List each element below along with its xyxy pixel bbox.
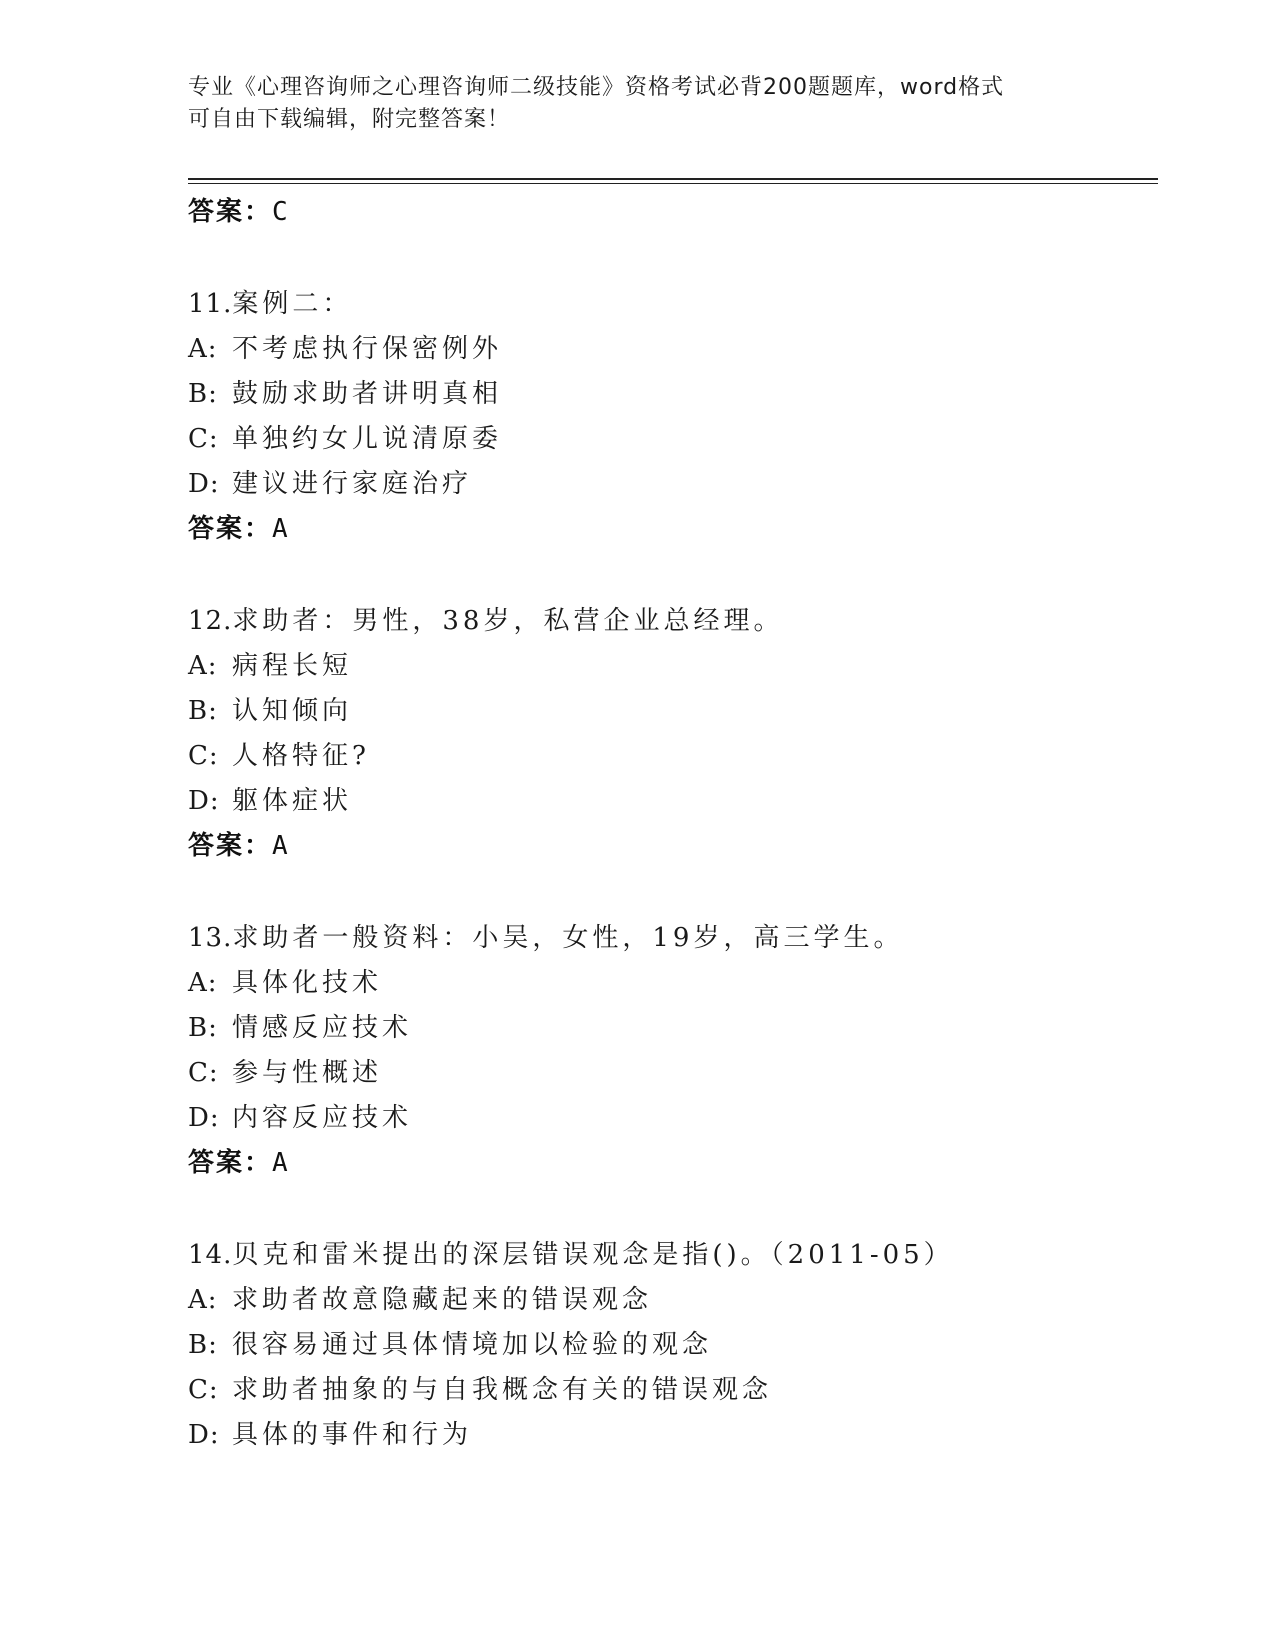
option-c xyxy=(188,417,1148,462)
option-d xyxy=(188,462,1148,507)
option-key: B: xyxy=(188,1330,218,1360)
question-title xyxy=(188,282,1148,327)
option-key: B: xyxy=(188,696,218,726)
question-number: 13. xyxy=(188,923,233,953)
question-text: 求助者：男性，38岁，私营企业总经理。 xyxy=(232,606,784,636)
question-text: 求助者一般资料：小吴，女性，19岁，高三学生。 xyxy=(232,923,904,953)
option-key: B: xyxy=(188,379,218,409)
answer-label: 答案： xyxy=(188,1148,273,1178)
option-a xyxy=(188,961,1148,1006)
option-text: 求助者故意隐藏起来的错误观念 xyxy=(232,1285,653,1315)
question-number: 11. xyxy=(188,289,233,319)
option-text: 病程长短 xyxy=(232,651,353,681)
option-a xyxy=(188,1278,1148,1323)
spacer xyxy=(188,235,1148,282)
option-c xyxy=(188,1368,1148,1413)
document-body xyxy=(188,190,1148,1458)
option-text: 单独约女儿说清原委 xyxy=(232,424,503,454)
answer-line xyxy=(188,824,1148,869)
option-key: C: xyxy=(188,741,219,771)
answer-label: 答案： xyxy=(188,831,273,861)
question-12 xyxy=(188,599,1148,869)
option-text: 不考虑执行保密例外 xyxy=(232,334,503,364)
header-line-1: 专业《心理咨询师之心理咨询师二级技能》资格考试必背200题题库，word格式 xyxy=(188,75,1005,100)
option-a xyxy=(188,644,1148,689)
option-key: A: xyxy=(188,968,218,998)
page-header xyxy=(188,72,1068,136)
question-number: 12. xyxy=(188,606,233,636)
answer-value: C xyxy=(272,197,290,227)
question-text: 贝克和雷米提出的深层错误观念是指()。（2011-05） xyxy=(232,1240,954,1270)
answer-label: 答案： xyxy=(188,197,273,227)
option-a xyxy=(188,327,1148,372)
header-divider-thin xyxy=(188,183,1158,184)
option-key: A: xyxy=(188,1285,218,1315)
option-key: D: xyxy=(188,786,220,816)
option-b xyxy=(188,372,1148,417)
option-text: 建议进行家庭治疗 xyxy=(232,469,473,499)
option-text: 认知倾向 xyxy=(232,696,353,726)
option-key: C: xyxy=(188,424,219,454)
option-c xyxy=(188,1051,1148,1096)
option-key: C: xyxy=(188,1375,219,1405)
option-key: D: xyxy=(188,1420,220,1450)
answer-value: A xyxy=(272,514,290,544)
option-key: D: xyxy=(188,1103,220,1133)
option-d xyxy=(188,1096,1148,1141)
option-text: 内容反应技术 xyxy=(232,1103,413,1133)
answer-line xyxy=(188,190,1148,235)
spacer xyxy=(188,552,1148,599)
question-13 xyxy=(188,916,1148,1186)
header-divider xyxy=(188,178,1158,180)
option-b xyxy=(188,1323,1148,1368)
option-text: 人格特征? xyxy=(232,741,370,771)
option-key: A: xyxy=(188,651,218,681)
option-c xyxy=(188,734,1148,779)
option-key: B: xyxy=(188,1013,218,1043)
spacer xyxy=(188,869,1148,916)
option-text: 具体的事件和行为 xyxy=(232,1420,473,1450)
question-title xyxy=(188,599,1148,644)
option-text: 参与性概述 xyxy=(232,1058,383,1088)
option-b xyxy=(188,689,1148,734)
question-11 xyxy=(188,282,1148,552)
answer-line xyxy=(188,507,1148,552)
option-text: 具体化技术 xyxy=(232,968,383,998)
answer-line xyxy=(188,1141,1148,1186)
spacer xyxy=(188,1186,1148,1233)
option-key: C: xyxy=(188,1058,219,1088)
header-line-2: 可自由下载编辑，附完整答案！ xyxy=(188,107,511,132)
option-b xyxy=(188,1006,1148,1051)
option-text: 求助者抽象的与自我概念有关的错误观念 xyxy=(232,1375,773,1405)
option-text: 躯体症状 xyxy=(232,786,353,816)
question-14 xyxy=(188,1233,1148,1458)
answer-label: 答案： xyxy=(188,514,273,544)
option-d xyxy=(188,779,1148,824)
question-title xyxy=(188,916,1148,961)
question-title xyxy=(188,1233,1148,1278)
option-d xyxy=(188,1413,1148,1458)
option-text: 鼓励求助者讲明真相 xyxy=(232,379,503,409)
option-text: 很容易通过具体情境加以检验的观念 xyxy=(232,1330,713,1360)
answer-value: A xyxy=(272,831,290,861)
option-key: D: xyxy=(188,469,220,499)
answer-value: A xyxy=(272,1148,290,1178)
question-number: 14. xyxy=(188,1240,233,1270)
option-text: 情感反应技术 xyxy=(232,1013,413,1043)
option-key: A: xyxy=(188,334,218,364)
question-text: 案例二： xyxy=(232,289,353,319)
